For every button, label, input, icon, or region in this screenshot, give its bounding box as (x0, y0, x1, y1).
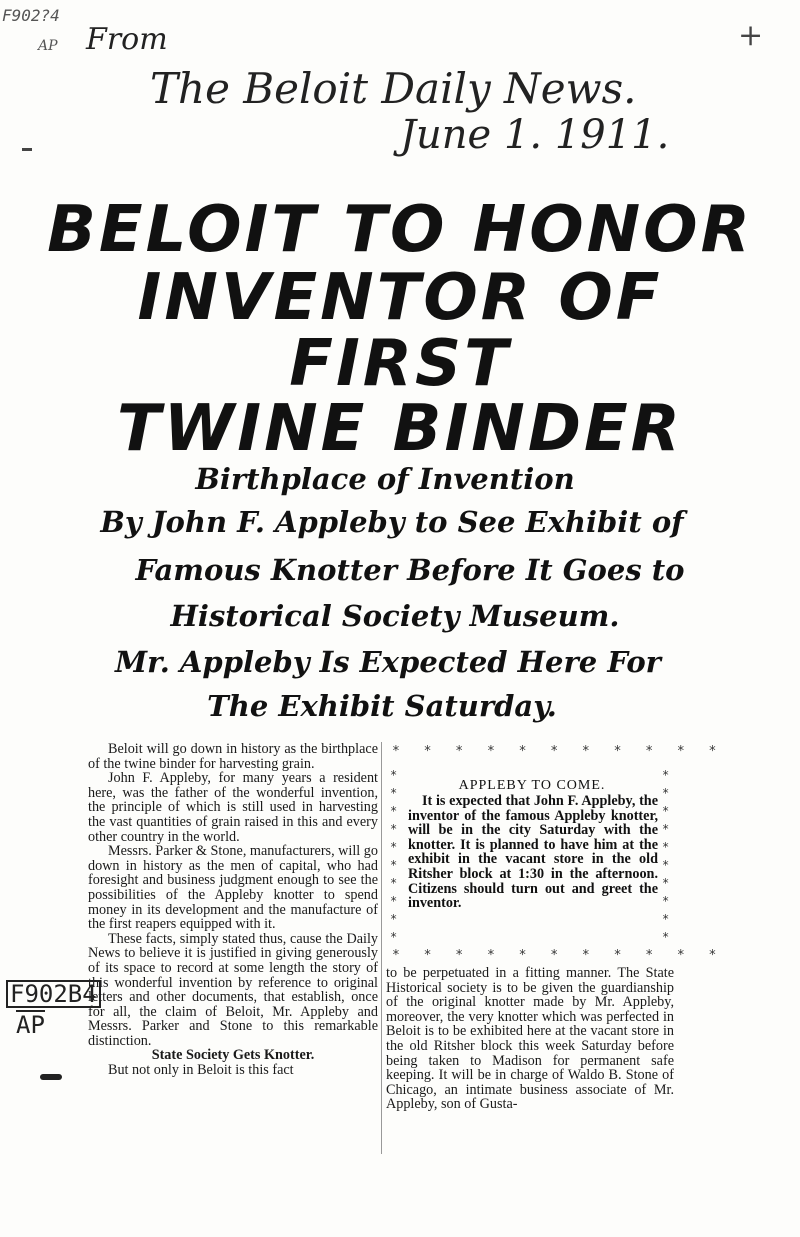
ink-mark (22, 148, 32, 151)
handwritten-paper-name: The Beloit Daily News. (150, 64, 637, 113)
deck-line-5: Mr. Appleby Is Expected Here For (115, 645, 661, 679)
paragraph: These facts, simply stated thus, cause the Daily News to believe it is justified in giving generously of its space to record at some length the story of this wonderful invention by reference to original letters and other documents, that establish, once for all, the claim of Beloit, Mr. Appleby and Messrs. Parker and Stone to this remarkable distinction. (88, 930, 378, 1049)
handwritten-date: June 1. 1911. (400, 112, 670, 158)
archive-reference-sub: AP (38, 38, 58, 54)
headline-line-3: FIRST (289, 327, 511, 401)
box-body: It is expected that John F. Appleby, the inventor of the famous Appleby knotter, will be in the city Saturday with the knotter. It is planned to have him at the exhibit in the vacant store in the old Ritsher block at 1:30 in the afternoon. Citizens should turn out and greet the inventor. (408, 793, 658, 912)
headline-line-4: TWINE BINDER (117, 392, 683, 466)
margin-reference-sub: AP (16, 1011, 45, 1039)
right-column (386, 966, 674, 1112)
subheading: State Society Gets Knotter. (151, 1047, 315, 1064)
deck-line-1: Birthplace of Invention (195, 462, 575, 496)
star-border-left: * * * * * * * * * * (390, 768, 398, 944)
star-border-bottom: * * * * * * * * * * * (392, 948, 725, 963)
archive-reference: F902?4 (2, 6, 60, 25)
deck-line-4: Historical Society Museum. (170, 599, 620, 633)
column-rule (381, 742, 382, 1154)
box-title: APPLEBY TO COME. (458, 778, 606, 793)
margin-reference: F902B4 (6, 980, 101, 1008)
deck-line-2: By John F. Appleby to See Exhibit of (100, 505, 684, 539)
star-border-top: * * * * * * * * * * * (392, 744, 725, 759)
paragraph: Beloit will go down in history as the birthplace of the twine binder for harvesting grain. (88, 741, 378, 772)
plus-mark: + (738, 18, 764, 53)
ink-mark (40, 1074, 62, 1080)
deck-line-3: Famous Knotter Before It Goes to (135, 553, 685, 587)
handwritten-from: From (86, 22, 168, 57)
paragraph: John F. Appleby, for many years a resident here, was the father of the wonderful invention, the principle of which is still used in harvesting the vast quantities of grain raised in this and every other country in the world. (88, 770, 378, 845)
deck-line-6: The Exhibit Saturday. (207, 689, 557, 723)
headline-line-2: INVENTOR OF (137, 261, 663, 335)
paragraph: Messrs. Parker & Stone, manufacturers, will go down in history as the men of capital, who had foresight and business judgment enough to see the possibilities of the Appleby knotter to spend money in its development and the manufacture of the first reapers equipped with it. (88, 843, 378, 933)
sidebar-box (386, 742, 725, 964)
headline-line-1: BELOIT TO HONOR (47, 193, 753, 267)
star-border-right: * * * * * * * * * * (662, 768, 670, 944)
left-column (88, 742, 378, 1078)
paragraph: But not only in Beloit is this fact (108, 1062, 294, 1079)
paragraph: to be perpetuated in a fitting manner. The State Historical society is to be given the guardianship of the original knotter made by Mr. Appleby, moreover, the very knotter which was perfected in Beloit is to be exhibited here at the vacant store in the old Ritsher block this week Saturday before being taken to Madison for permanent safe keeping. It will be in charge of Waldo B. Stone of Chicago, an intimate business associate of Mr. Appleby, son of Gusta- (386, 965, 674, 1113)
